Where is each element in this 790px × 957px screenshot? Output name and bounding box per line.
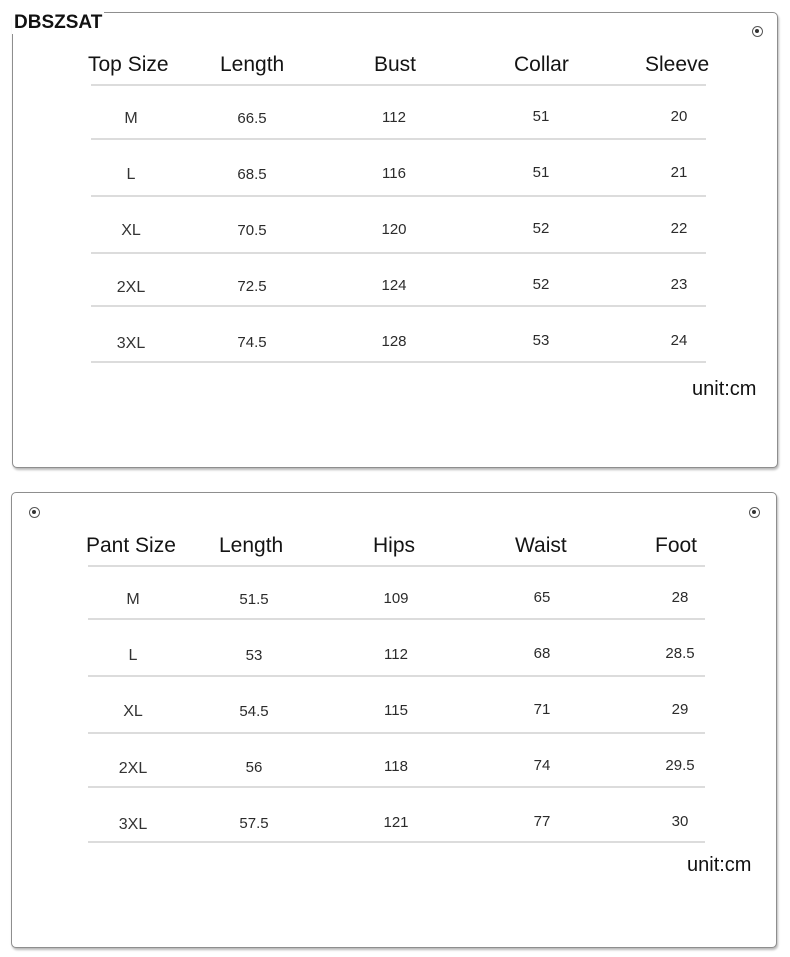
table-cell: 109 [383, 590, 409, 607]
table-cell: 3XL [116, 335, 146, 352]
table-cell: M [126, 591, 140, 608]
table-cell: 70.5 [237, 222, 267, 239]
table-cell: L [126, 166, 136, 183]
table-cell: 21 [670, 164, 688, 181]
column-header: Waist [515, 534, 567, 557]
table-cell: 65 [533, 589, 551, 606]
table-cell: 71 [533, 701, 551, 718]
row-divider [91, 361, 706, 363]
table-cell: XL [123, 703, 143, 720]
table-cell: 74 [533, 757, 551, 774]
table-cell: 77 [533, 813, 551, 830]
table-cell: 112 [384, 646, 408, 663]
table-cell: 68.5 [237, 166, 267, 183]
row-divider [88, 618, 705, 620]
pant-size-card [11, 492, 777, 948]
table-cell: 124 [381, 277, 407, 294]
table-cell: 2XL [116, 279, 146, 296]
table-cell: 54.5 [239, 703, 269, 720]
table-cell: 72.5 [237, 278, 267, 295]
row-divider [88, 786, 705, 788]
table-cell: 29 [671, 701, 689, 718]
table-cell: 51 [532, 164, 550, 181]
unit-label: unit:cm [687, 854, 752, 876]
table-cell: 112 [382, 109, 406, 126]
table-cell: 23 [670, 276, 688, 293]
row-divider [88, 675, 705, 677]
table-cell: 24 [670, 332, 688, 349]
table-cell: 52 [532, 276, 550, 293]
pin-icon [752, 26, 763, 37]
table-cell: 3XL [118, 816, 148, 833]
row-divider [88, 565, 705, 567]
table-cell: 28 [671, 589, 689, 606]
table-cell: 51 [532, 108, 550, 125]
column-header: Sleeve [645, 53, 710, 76]
row-divider [91, 252, 706, 254]
table-cell: XL [121, 222, 141, 239]
table-cell: 22 [670, 220, 688, 237]
column-header: Top Size [88, 53, 169, 76]
row-divider [91, 305, 706, 307]
row-divider [88, 732, 705, 734]
table-cell: 118 [384, 758, 408, 775]
table-cell: M [124, 110, 138, 127]
table-cell: 51.5 [239, 591, 269, 608]
table-cell: 115 [384, 702, 408, 719]
table-cell: 68 [533, 645, 551, 662]
table-cell: 30 [671, 813, 689, 830]
pin-icon [29, 507, 40, 518]
column-header: Hips [373, 534, 416, 557]
table-cell: 74.5 [237, 334, 267, 351]
table-cell: 66.5 [237, 110, 267, 127]
table-cell: 56 [245, 759, 263, 776]
column-header: Length [219, 534, 284, 557]
brand-label: DBSZSAT [14, 12, 103, 33]
column-header: Length [220, 53, 285, 76]
unit-label: unit:cm [692, 378, 757, 400]
row-divider [91, 84, 706, 86]
row-divider [91, 195, 706, 197]
column-header: Foot [655, 534, 698, 557]
table-cell: 2XL [118, 760, 148, 777]
pin-icon [749, 507, 760, 518]
table-cell: 128 [381, 333, 407, 350]
table-cell: 116 [382, 165, 406, 182]
table-cell: 20 [670, 108, 688, 125]
column-header: Bust [374, 53, 417, 76]
column-header: Collar [514, 53, 569, 76]
row-divider [91, 138, 706, 140]
table-cell: 57.5 [239, 815, 269, 832]
row-divider [88, 841, 705, 843]
table-cell: 53 [245, 647, 263, 664]
table-cell: 29.5 [665, 757, 695, 774]
table-cell: 120 [381, 221, 407, 238]
table-cell: 52 [532, 220, 550, 237]
table-cell: 53 [532, 332, 550, 349]
column-header: Pant Size [86, 534, 176, 557]
table-cell: 121 [383, 814, 409, 831]
table-cell: L [128, 647, 138, 664]
table-cell: 28.5 [665, 645, 695, 662]
top-size-card [12, 12, 778, 468]
